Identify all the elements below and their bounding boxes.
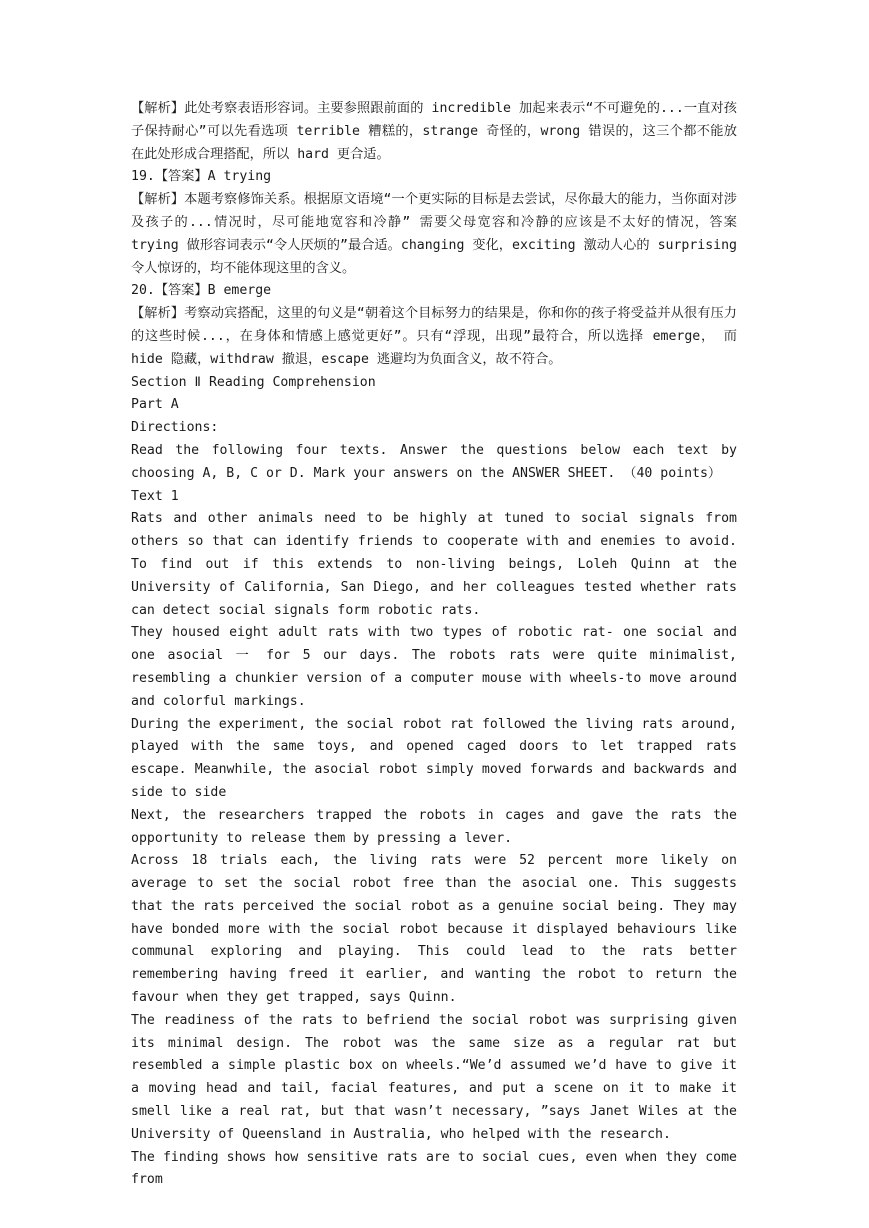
- body-paragraph: They housed eight adult rats with two types of robotic rat- one social and one asocial 一 for 5 our days. The robots rats were quite minimalist, resembling a chunkier version of a computer mouse with wheels-to move around and colorful markings.: [131, 625, 737, 709]
- directions-heading: Directions:: [131, 420, 219, 436]
- analysis-paragraph-19: 【解析】本题考察修饰关系。根据原文语境“一个更实际的目标是去尝试，尽你最大的能力，当你面对涉及孩子的...情况时，尽可能地宽容和冷静” 需要父母宽容和冷静的应该是不太好的情况，答案 trying 做形容词表示“令人厌烦的”最合适。changing 变化，exciting 激动人心的 surprising 令人惊讶的，均不能体现这里的含义。: [131, 192, 737, 276]
- body-paragraph: Rats and other animals need to be highly at tuned to social signals from others so that can identify friends to cooperate with and enemies to avoid. To find out if this extends to non-living beings, Loleh Quinn at the University of California, San Diego, and her colleagues tested whether rats can detect social signals form robotic rats.: [131, 511, 737, 618]
- body-paragraph: The readiness of the rats to befriend the social robot was surprising given its minimal design. The robot was the same size as a regular rat but resembled a simple plastic box on wheels.“We’d assumed we’d have to give it a moving head and tail, facial features, and put a scene on it to make it smell like a real rat, but that wasn’t necessary, ”says Janet Wiles at the University of Queensland in Australia, who helped with the research.: [131, 1012, 737, 1142]
- answer-line-19: 19.【答案】A trying: [131, 169, 272, 185]
- section-heading: Section Ⅱ Reading Comprehension: [131, 374, 376, 390]
- part-heading: Part A: [131, 397, 179, 413]
- body-paragraph: The finding shows how sensitive rats are to social cues, even when they come from: [131, 1149, 737, 1188]
- analysis-paragraph-18: 【解析】此处考察表语形容词。主要参照跟前面的 incredible 加起来表示“不可避免的...一直对孩子保持耐心”可以先看选项 terrible 糟糕的，strange 奇怪的，wrong 错误的，这三个都不能放在此处形成合理搭配，所以 hard 更合适。: [131, 101, 737, 162]
- body-paragraph: During the experiment, the social robot rat followed the living rats around, played with the same toys, and opened caged doors to let trapped rats escape. Meanwhile, the asocial robot simply moved forwards and backwards and side to side: [131, 716, 737, 800]
- body-paragraph: Across 18 trials each, the living rats were 52 percent more likely on average to set the social robot free than the asocial one. This suggests that the rats perceived the social robot as a genuine social being. They may have bonded more with the social robot because it displayed behaviours like communal exploring and playing. This could lead to the rats better remembering having freed it earlier, and wanting the robot to return the favour when they get trapped, says Quinn.: [131, 853, 737, 1006]
- body-paragraph: Next, the researchers trapped the robots in cages and gave the rats the opportunity to release them by pressing a lever.: [131, 807, 737, 846]
- text-1-heading: Text 1: [131, 488, 179, 504]
- directions-text: Read the following four texts. Answer the questions below each text by choosing A, B, C or D. Mark your answers on the ANSWER SHEET. （40 points）: [131, 442, 737, 481]
- document-page: [131, 98, 737, 1192]
- answer-line-20: 20.【答案】B emerge: [131, 283, 272, 299]
- analysis-paragraph-20: 【解析】考察动宾搭配，这里的句义是“朝着这个目标努力的结果是，你和你的孩子将受益并从很有压力的这些时候...，在身体和情感上感觉更好”。只有“浮现，出现”最符合，所以选择 emerge， 而 hide 隐藏，withdraw 撤退，escape 逃避均为负面含义，故不符合。: [131, 306, 737, 367]
